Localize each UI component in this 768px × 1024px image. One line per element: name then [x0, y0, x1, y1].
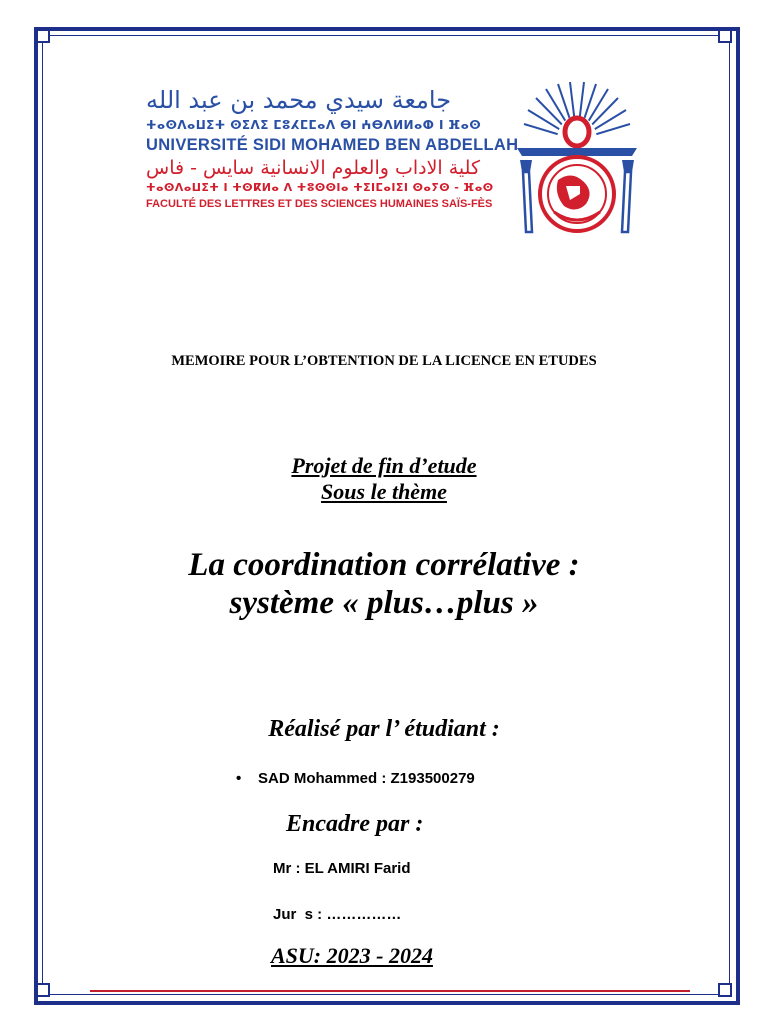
student-name: SAD Mohammed : Z193500279 [258, 770, 475, 787]
university-header [146, 86, 519, 212]
realise-label: Réalisé par l’ étudiant : [268, 716, 500, 742]
academic-year: ASU: 2023 - 2024 [271, 943, 433, 968]
supervisor-name: Mr : EL AMIRI Farid [273, 860, 411, 877]
faculty-name-tifinagh: ⵜⴰⵙⴷⴰⵡⵉⵜ ⵏ ⵜⵙⴽⵍⴰ ⴷ ⵜⵓⵙⵙⵏⴰ ⵜⵉⵏⵎⴰⵏⵉⵏ ⵙⴰⵢⵙ - ⴼⴰⵙ [146, 181, 494, 194]
thesis-title-line-1: La coordination corrélative : [188, 547, 580, 583]
faculty-name-arabic: كلية الاداب والعلوم الانسانية سايس - فاس [146, 157, 481, 179]
projet-heading [0, 453, 768, 505]
student-list-item [236, 770, 475, 787]
memoire-heading: MEMOIRE POUR L’OBTENTION DE LA LICENCE EN ETUDES [171, 353, 597, 369]
projet-line-1: Projet de fin d’etude [291, 453, 477, 478]
university-emblem-icon [514, 82, 640, 240]
frame-corner-bottom-left [36, 983, 50, 997]
projet-line-2: Sous le thème [321, 479, 447, 504]
frame-corner-bottom-right [718, 983, 732, 997]
frame-corner-top-right [718, 29, 732, 43]
university-name-arabic: جامعة سيدي محمد بن عبد الله [146, 86, 452, 114]
thesis-title-line-2: système « plus…plus » [229, 585, 539, 621]
frame-corner-top-left [36, 29, 50, 43]
bottom-red-rule [90, 990, 690, 992]
university-name: UNIVERSITÉ SIDI MOHAMED BEN ABDELLAH [146, 136, 519, 154]
thesis-title [0, 546, 768, 622]
bullet-icon: • [236, 770, 242, 787]
encadre-label: Encadre par : [286, 811, 424, 837]
faculty-name: FACULTÉ DES LETTRES ET DES SCIENCES HUMAINES SAÏS-FÈS [146, 198, 493, 210]
jury-line: Jur s : …………… [273, 906, 402, 923]
university-name-tifinagh: ⵜⴰⵙⴷⴰⵡⵉⵜ ⵙⵉⴷⵉ ⵎⵓⵃⵎⵎⴰⴷ ⴱⵏ ⵄⴱⴷⵍⵍⴰⵀ ⵏ ⴼⴰⵙ [146, 118, 482, 132]
